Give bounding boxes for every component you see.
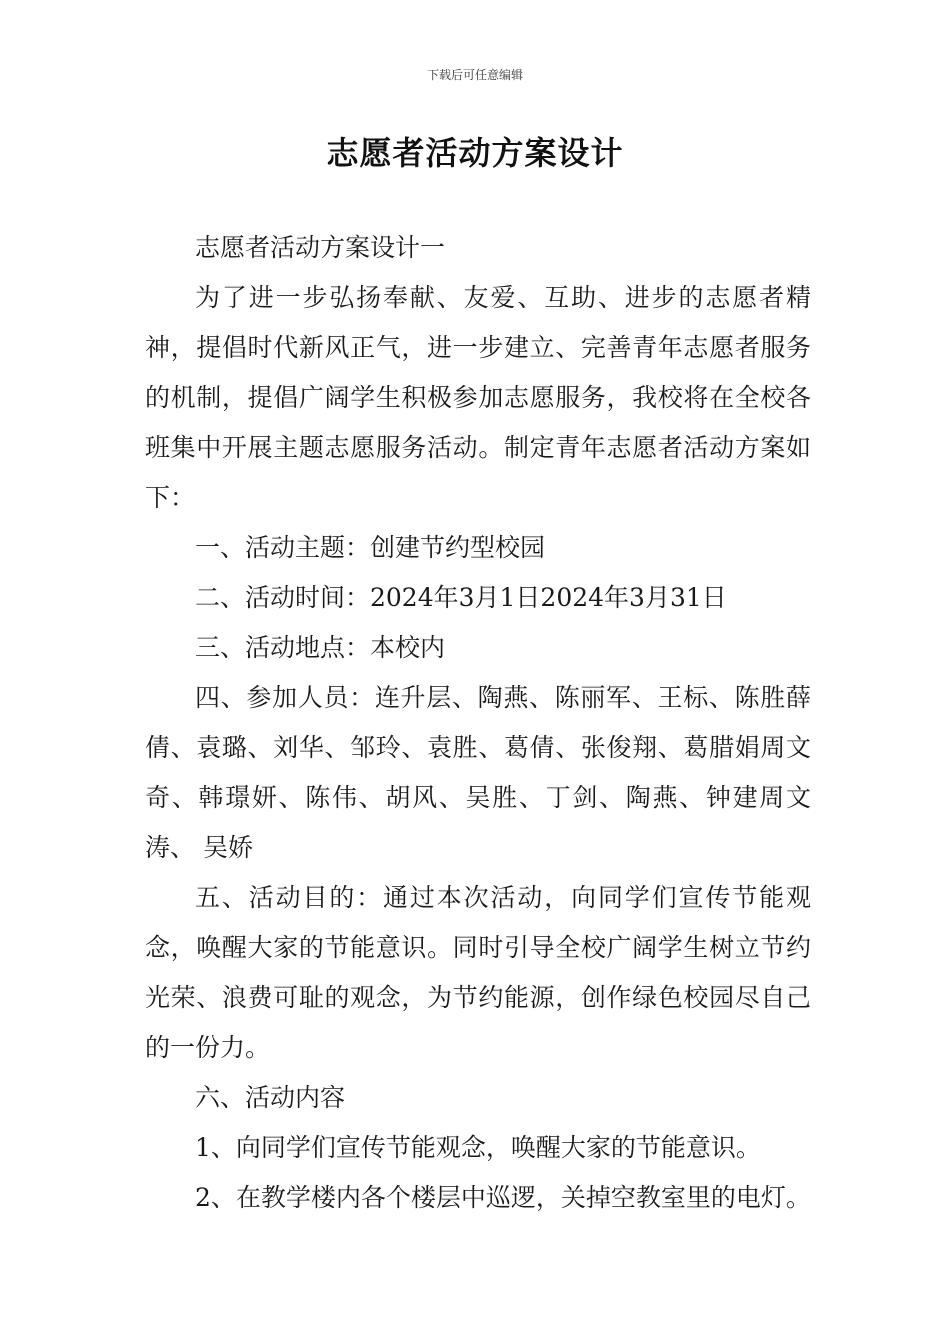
content-heading: 六、活动内容 [195,1083,346,1112]
intro-paragraph: 为了进一步弘扬奉献、友爱、互助、进步的志愿者精神，提倡时代新风正气，进一步建立、完善青年志愿者服务的机制，提倡广阔学生积极参加志愿服务，我校将在全校各班集中开展主题志愿服务活动。制定青年志愿者活动方案如下： [145,283,811,512]
time-paragraph: 二、活动时间：2024年3月1日2024年3月31日 [195,583,727,612]
participants-paragraph: 四、参加人员：连升层、陶燕、陈丽军、王标、陈胜薛倩、袁璐、刘华、邹玲、袁胜、葛倩、张俊翔、葛腊娟周文奇、韩璟妍、陈伟、胡风、吴胜、丁剑、陶燕、钟建周文涛、 吴娇 [145,683,811,862]
theme-paragraph: 一、活动主题：创建节约型校园 [195,533,546,562]
content-item-1: 1、向同学们宣传节能观念，唤醒大家的节能意识。 [195,1133,761,1162]
place-paragraph: 三、活动地点：本校内 [195,633,446,662]
purpose-paragraph: 五、活动目的：通过本次活动，向同学们宣传节能观念，唤醒大家的节能意识。同时引导全校广阔学生树立节约光荣、浪费可耻的观念，为节约能源，创作绿色校园尽自己的一份力。 [145,883,811,1062]
header-note: 下载后可任意编辑 [426,68,523,82]
content-item-2: 2、在教学楼内各个楼层中巡逻，关掉空教室里的电灯。 [195,1183,811,1212]
document-body [145,223,811,1223]
document-title: 志愿者活动方案设计 [326,134,624,172]
section-subtitle: 志愿者活动方案设计一 [195,233,446,262]
